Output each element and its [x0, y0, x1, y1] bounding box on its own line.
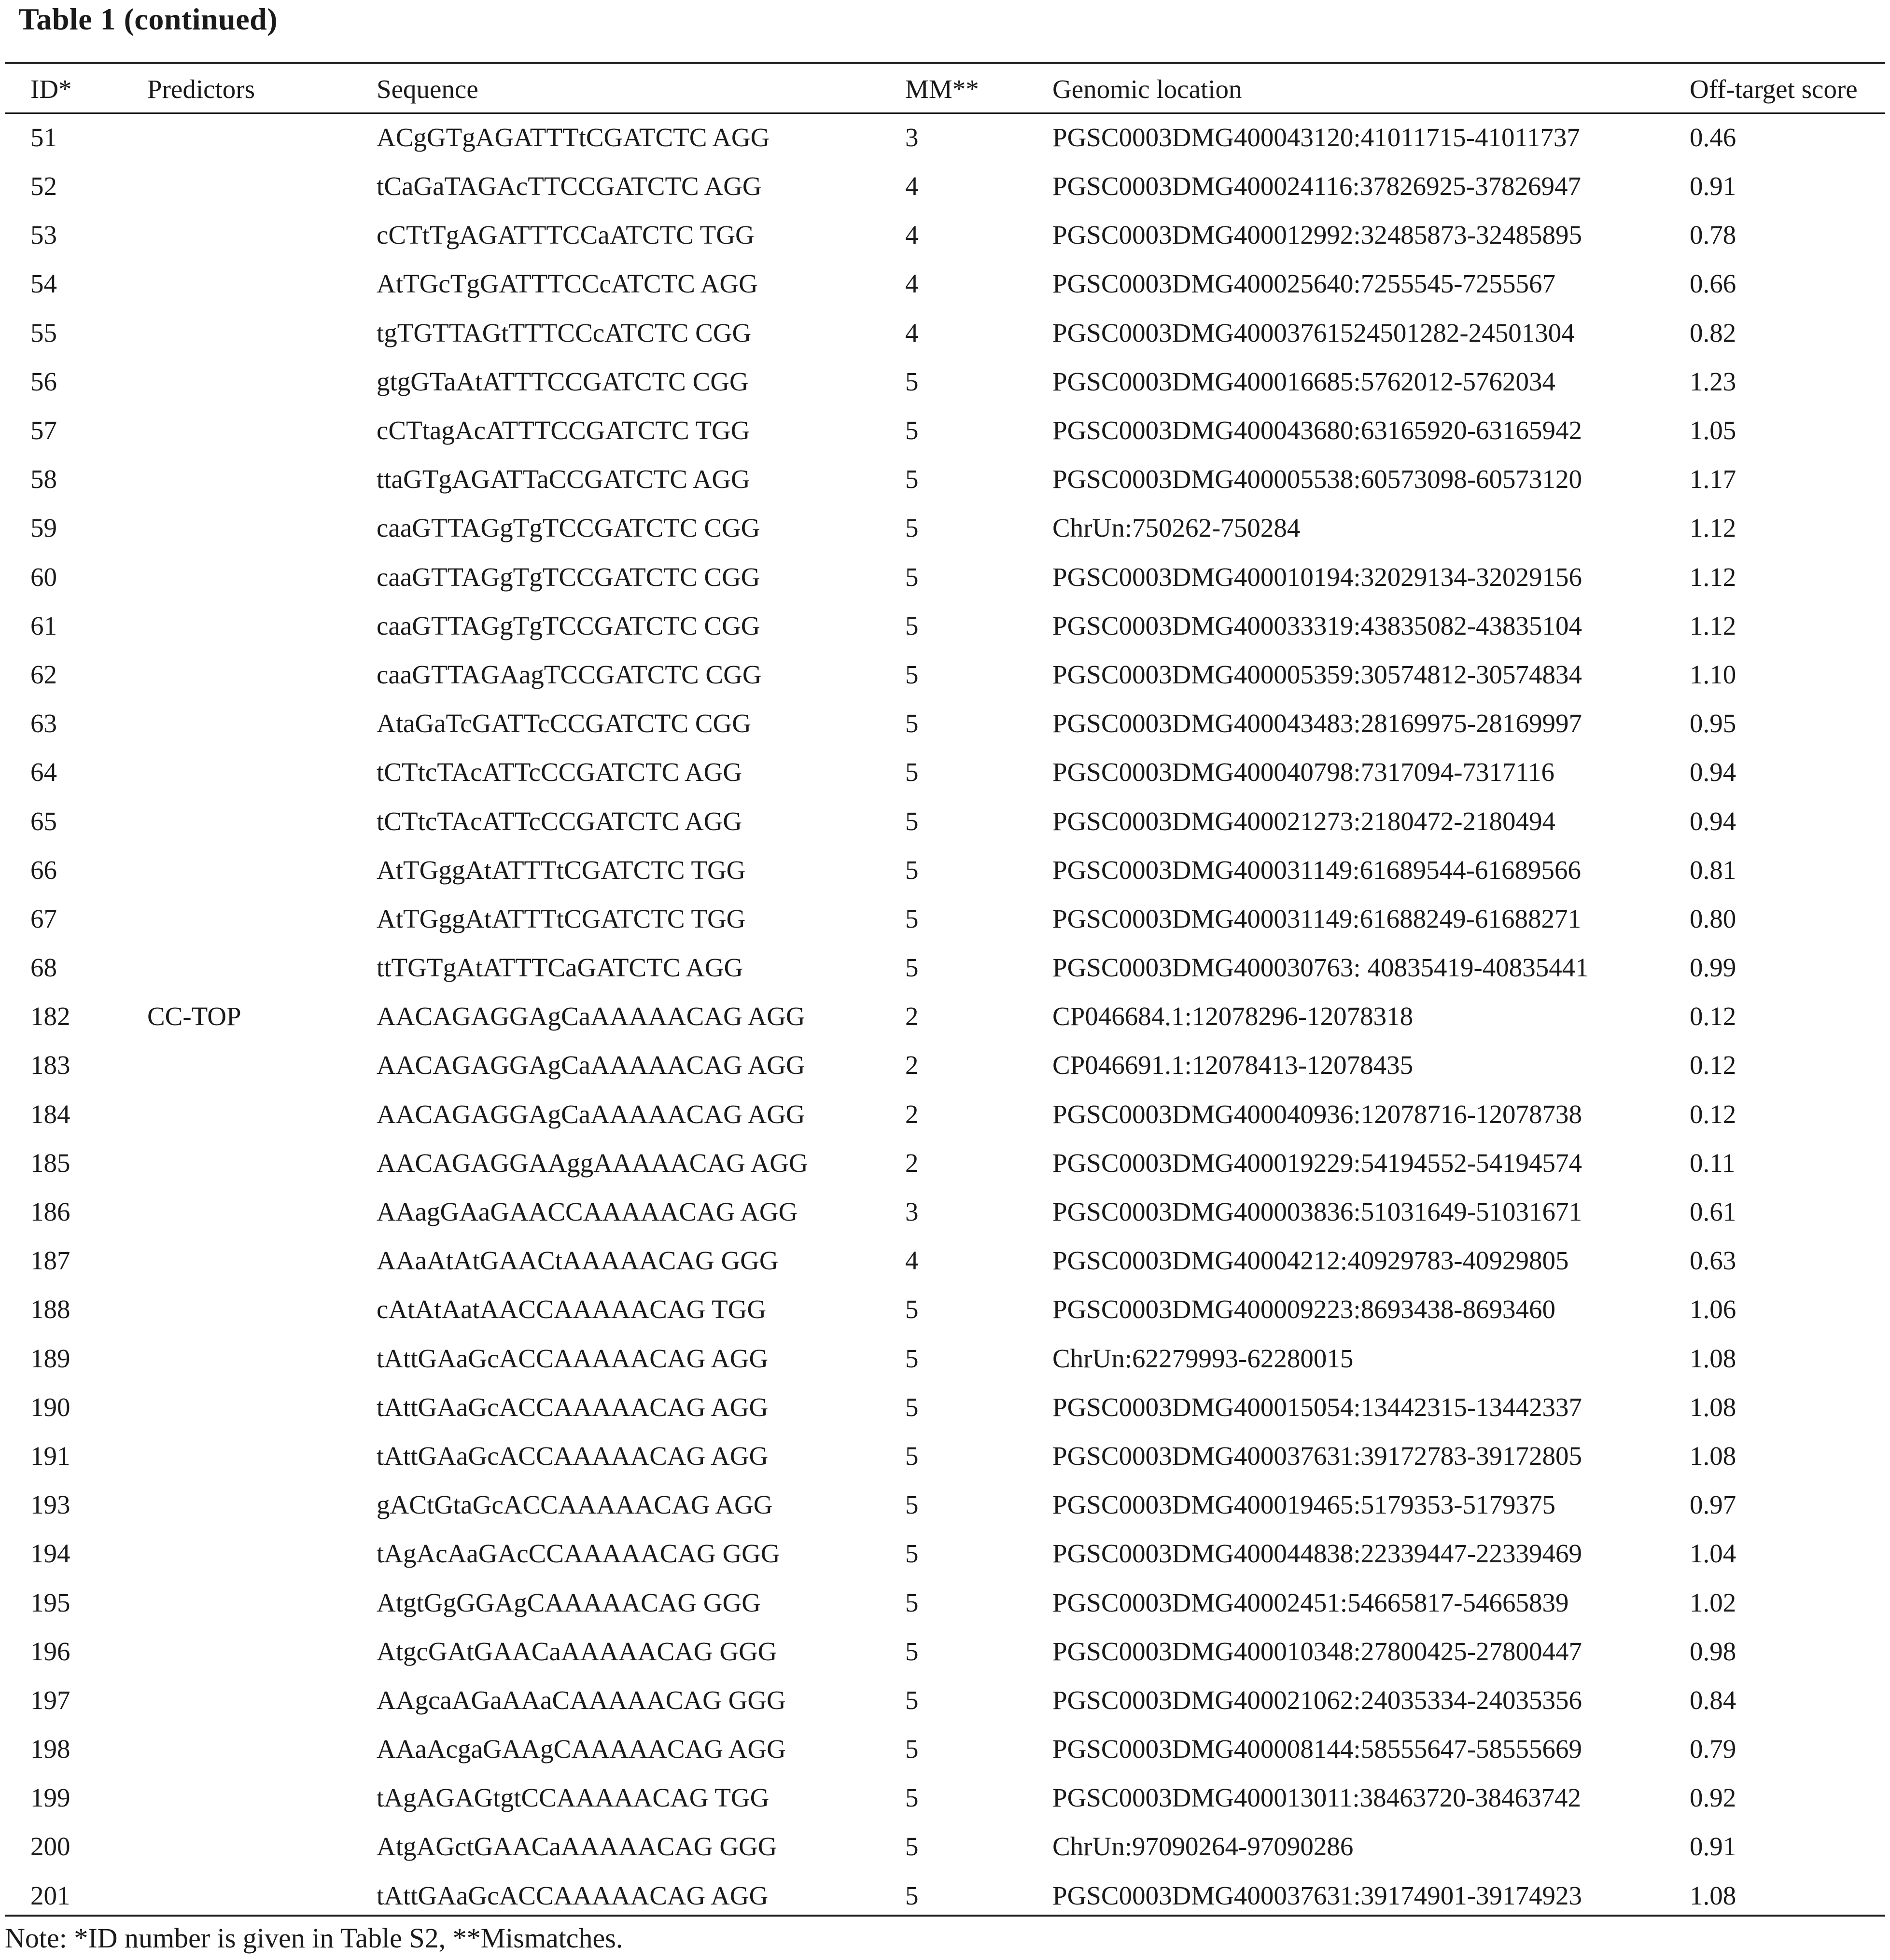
cell-sequence: caaGTTAGgTgTCCGATCTC CGG	[377, 513, 760, 543]
cell-genomic-location: PGSC0003DMG400043680:63165920-63165942	[1052, 416, 1582, 445]
cell-sequence: AtTGggAtATTTtCGATCTC TGG	[377, 904, 746, 933]
cell-sequence: cCTtTgAGATTTCCaATCTC TGG	[377, 220, 755, 250]
cell-id: 53	[30, 220, 57, 250]
cell-genomic-location: CP046691.1:12078413-12078435	[1052, 1050, 1414, 1080]
cell-off-target-score: 0.81	[1690, 855, 1736, 885]
cell-mismatches: 5	[905, 757, 919, 787]
cell-mismatches: 5	[905, 1294, 919, 1324]
cell-sequence: AtaGaTcGATTcCCGATCTC CGG	[377, 709, 751, 738]
cell-off-target-score: 0.91	[1690, 1832, 1736, 1862]
cell-predictor	[147, 650, 377, 699]
cell-id: 68	[30, 953, 57, 983]
cell-id: 51	[30, 123, 57, 152]
cell-mismatches: 5	[905, 855, 919, 885]
column-header-off-target-score: Off-target score	[1690, 74, 1858, 104]
table-row	[5, 1285, 1885, 1334]
table-row	[5, 1529, 1885, 1578]
cell-genomic-location: PGSC0003DMG400031149:61689544-61689566	[1052, 855, 1581, 885]
table-row	[5, 1432, 1885, 1480]
cell-off-target-score: 0.12	[1690, 1099, 1736, 1129]
cell-mismatches: 4	[905, 171, 919, 201]
cell-mismatches: 4	[905, 220, 919, 250]
cell-id: 62	[30, 659, 57, 689]
cell-sequence: AtgtGgGGAgCAAAAACAG GGG	[377, 1587, 761, 1617]
cell-predictor	[147, 455, 377, 503]
cell-predictor	[147, 1334, 377, 1383]
table-row	[5, 1773, 1885, 1822]
cell-predictor	[147, 1773, 377, 1822]
cell-genomic-location: PGSC0003DMG40002451:54665817-54665839	[1052, 1587, 1569, 1617]
cell-predictor	[147, 406, 377, 455]
cell-predictor	[147, 943, 377, 992]
table-row	[5, 1187, 1885, 1236]
table-row	[5, 1334, 1885, 1383]
table-header-row	[5, 65, 1885, 113]
column-header-genomic-location: Genomic location	[1052, 74, 1242, 104]
cell-id: 52	[30, 171, 57, 201]
cell-genomic-location: PGSC0003DMG400033319:43835082-43835104	[1052, 611, 1582, 640]
cell-mismatches: 3	[905, 1197, 919, 1227]
cell-predictor	[147, 162, 377, 210]
cell-id: 188	[30, 1294, 70, 1324]
cell-sequence: caaGTTAGgTgTCCGATCTC CGG	[377, 562, 760, 592]
cell-genomic-location: PGSC0003DMG400009223:8693438-8693460	[1052, 1294, 1556, 1324]
table-row	[5, 748, 1885, 796]
table-row	[5, 553, 1885, 601]
cell-off-target-score: 0.11	[1690, 1148, 1736, 1178]
table-row	[5, 894, 1885, 943]
cell-genomic-location: PGSC0003DMG400012992:32485873-32485895	[1052, 220, 1582, 250]
cell-mismatches: 5	[905, 1441, 919, 1471]
cell-sequence: AAagGAaGAACCAAAAACAG AGG	[377, 1197, 798, 1227]
cell-id: 185	[30, 1148, 70, 1178]
cell-id: 56	[30, 366, 57, 396]
cell-sequence: tCTtcTAcATTcCCGATCTC AGG	[377, 806, 742, 836]
cell-predictor	[147, 1285, 377, 1334]
table-row	[5, 406, 1885, 455]
table-row	[5, 503, 1885, 552]
cell-off-target-score: 1.12	[1690, 611, 1736, 640]
cell-genomic-location: PGSC0003DMG400037631:39172783-39172805	[1052, 1441, 1582, 1471]
cell-sequence: tCaGaTAGAcTTCCGATCTC AGG	[377, 171, 762, 201]
table-row	[5, 1139, 1885, 1187]
cell-id: 199	[30, 1783, 70, 1813]
table-top-rule	[5, 62, 1885, 64]
cell-genomic-location: PGSC0003DMG400005359:30574812-30574834	[1052, 659, 1582, 689]
cell-sequence: ACgGTgAGATTTtCGATCTC AGG	[377, 123, 770, 152]
table-row	[5, 113, 1885, 162]
cell-off-target-score: 0.82	[1690, 318, 1736, 348]
cell-off-target-score: 1.08	[1690, 1880, 1736, 1910]
cell-sequence: tAttGAaGcACCAAAAACAG AGG	[377, 1392, 769, 1422]
cell-mismatches: 5	[905, 1587, 919, 1617]
cell-off-target-score: 0.94	[1690, 806, 1736, 836]
cell-mismatches: 5	[905, 513, 919, 543]
cell-id: 61	[30, 611, 57, 640]
cell-predictor	[147, 846, 377, 894]
table-row	[5, 357, 1885, 406]
cell-genomic-location: PGSC0003DMG400043483:28169975-28169997	[1052, 709, 1582, 738]
cell-sequence: AAaAtAtGAACtAAAAACAG GGG	[377, 1246, 779, 1276]
cell-off-target-score: 1.04	[1690, 1539, 1736, 1569]
cell-sequence: AACAGAGGAgCaAAAAACAG AGG	[377, 1001, 805, 1031]
cell-sequence: tgTGTTAGtTTTCCcATCTC CGG	[377, 318, 752, 348]
cell-mismatches: 5	[905, 611, 919, 640]
cell-off-target-score: 0.78	[1690, 220, 1736, 250]
cell-mismatches: 4	[905, 318, 919, 348]
table-row	[5, 1627, 1885, 1676]
cell-mismatches: 5	[905, 659, 919, 689]
cell-off-target-score: 0.97	[1690, 1490, 1736, 1520]
table-row	[5, 1578, 1885, 1626]
cell-genomic-location: PGSC0003DMG400019229:54194552-54194574	[1052, 1148, 1582, 1178]
cell-id: 184	[30, 1099, 70, 1129]
cell-id: 58	[30, 464, 57, 494]
cell-genomic-location: PGSC0003DMG400024116:37826925-37826947	[1052, 171, 1581, 201]
table-row	[5, 846, 1885, 894]
cell-genomic-location: PGSC0003DMG400031149:61688249-61688271	[1052, 904, 1581, 933]
cell-sequence: tAgAGAGtgtCCAAAAACAG TGG	[377, 1783, 770, 1813]
cell-mismatches: 5	[905, 904, 919, 933]
cell-genomic-location: PGSC0003DMG400008144:58555647-58555669	[1052, 1734, 1582, 1764]
table-row	[5, 1090, 1885, 1139]
cell-predictor	[147, 113, 377, 162]
cell-id: 57	[30, 416, 57, 445]
cell-mismatches: 2	[905, 1099, 919, 1129]
cell-off-target-score: 0.99	[1690, 953, 1736, 983]
cell-off-target-score: 1.08	[1690, 1441, 1736, 1471]
cell-predictor	[147, 1432, 377, 1480]
cell-id: 67	[30, 904, 57, 933]
cell-id: 54	[30, 269, 57, 299]
cell-id: 65	[30, 806, 57, 836]
cell-id: 64	[30, 757, 57, 787]
cell-mismatches: 2	[905, 1001, 919, 1031]
cell-genomic-location: PGSC0003DMG400044838:22339447-22339469	[1052, 1539, 1582, 1569]
cell-mismatches: 5	[905, 1539, 919, 1569]
cell-genomic-location: PGSC0003DMG400016685:5762012-5762034	[1052, 366, 1556, 396]
cell-predictor	[147, 699, 377, 748]
cell-id: 193	[30, 1490, 70, 1520]
cell-off-target-score: 0.12	[1690, 1050, 1736, 1080]
cell-id: 55	[30, 318, 57, 348]
cell-id: 66	[30, 855, 57, 885]
table-row	[5, 1480, 1885, 1529]
cell-off-target-score: 0.61	[1690, 1197, 1736, 1227]
cell-off-target-score: 1.02	[1690, 1587, 1736, 1617]
cell-mismatches: 5	[905, 416, 919, 445]
cell-off-target-score: 0.95	[1690, 709, 1736, 738]
cell-genomic-location: PGSC0003DMG400019465:5179353-5179375	[1052, 1490, 1556, 1520]
table-footnote: Note: *ID number is given in Table S2, **Mismatches.	[5, 1922, 623, 1954]
cell-predictor	[147, 308, 377, 357]
cell-mismatches: 5	[905, 806, 919, 836]
cell-genomic-location: ChrUn:750262-750284	[1052, 513, 1301, 543]
cell-id: 200	[30, 1832, 70, 1862]
cell-genomic-location: PGSC0003DMG400005538:60573098-60573120	[1052, 464, 1582, 494]
cell-predictor	[147, 1676, 377, 1724]
cell-predictor	[147, 1383, 377, 1432]
cell-genomic-location: ChrUn:97090264-97090286	[1052, 1832, 1354, 1862]
table-row	[5, 650, 1885, 699]
table-row	[5, 1041, 1885, 1089]
cell-off-target-score: 0.79	[1690, 1734, 1736, 1764]
cell-id: 60	[30, 562, 57, 592]
cell-id: 183	[30, 1050, 70, 1080]
cell-predictor: CC-TOP	[147, 1001, 241, 1031]
column-header-predictors: Predictors	[147, 74, 255, 104]
cell-off-target-score: 1.06	[1690, 1294, 1736, 1324]
cell-mismatches: 4	[905, 269, 919, 299]
table-row	[5, 992, 1885, 1041]
cell-id: 197	[30, 1685, 70, 1715]
cell-mismatches: 5	[905, 1783, 919, 1813]
cell-sequence: AACAGAGGAgCaAAAAACAG AGG	[377, 1099, 805, 1129]
cell-genomic-location: PGSC0003DMG400030763: 40835419-40835441	[1052, 953, 1589, 983]
cell-off-target-score: 1.08	[1690, 1392, 1736, 1422]
cell-predictor	[147, 1187, 377, 1236]
cell-id: 59	[30, 513, 57, 543]
off-target-table	[5, 65, 1885, 1920]
cell-mismatches: 3	[905, 123, 919, 152]
cell-predictor	[147, 1090, 377, 1139]
cell-off-target-score: 0.91	[1690, 171, 1736, 201]
table-body	[5, 113, 1885, 1920]
cell-genomic-location: PGSC0003DMG40004212:40929783-40929805	[1052, 1246, 1569, 1276]
table-row	[5, 1236, 1885, 1285]
column-header-mismatches: MM**	[905, 74, 979, 104]
cell-sequence: AtTGggAtATTTtCGATCTC TGG	[377, 855, 746, 885]
cell-genomic-location: PGSC0003DMG400040798:7317094-7317116	[1052, 757, 1554, 787]
cell-sequence: ttTGTgAtATTTCaGATCTC AGG	[377, 953, 743, 983]
cell-sequence: cCTtagAcATTTCCGATCTC TGG	[377, 416, 750, 445]
cell-id: 196	[30, 1636, 70, 1666]
cell-sequence: AAgcaAGaAAaCAAAAACAG GGG	[377, 1685, 786, 1715]
cell-predictor	[147, 1236, 377, 1285]
table-row	[5, 259, 1885, 308]
cell-predictor	[147, 357, 377, 406]
cell-predictor	[147, 1627, 377, 1676]
cell-sequence: tCTtcTAcATTcCCGATCTC AGG	[377, 757, 742, 787]
cell-sequence: AACAGAGGAAggAAAAACAG AGG	[377, 1148, 808, 1178]
table-row	[5, 455, 1885, 503]
cell-sequence: gtgGTaAtATTTCCGATCTC CGG	[377, 366, 749, 396]
cell-predictor	[147, 210, 377, 259]
cell-id: 194	[30, 1539, 70, 1569]
cell-mismatches: 5	[905, 1636, 919, 1666]
cell-mismatches: 5	[905, 464, 919, 494]
cell-predictor	[147, 503, 377, 552]
column-header-sequence: Sequence	[377, 74, 478, 104]
cell-mismatches: 5	[905, 1832, 919, 1862]
cell-sequence: AAaAcgaGAAgCAAAAACAG AGG	[377, 1734, 786, 1764]
cell-off-target-score: 0.80	[1690, 904, 1736, 933]
cell-off-target-score: 0.94	[1690, 757, 1736, 787]
cell-id: 198	[30, 1734, 70, 1764]
cell-mismatches: 2	[905, 1050, 919, 1080]
cell-off-target-score: 0.66	[1690, 269, 1736, 299]
cell-predictor	[147, 1871, 377, 1920]
cell-genomic-location: ChrUn:62279993-62280015	[1052, 1343, 1354, 1373]
cell-mismatches: 5	[905, 1880, 919, 1910]
cell-mismatches: 5	[905, 562, 919, 592]
cell-mismatches: 5	[905, 1734, 919, 1764]
table-title: Table 1 (continued)	[18, 2, 278, 36]
cell-sequence: tAttGAaGcACCAAAAACAG AGG	[377, 1441, 769, 1471]
cell-genomic-location: PGSC0003DMG400025640:7255545-7255567	[1052, 269, 1556, 299]
cell-sequence: caaGTTAGAagTCCGATCTC CGG	[377, 659, 762, 689]
cell-predictor	[147, 1578, 377, 1626]
cell-mismatches: 5	[905, 1392, 919, 1422]
cell-id: 201	[30, 1880, 70, 1910]
table-row	[5, 1871, 1885, 1920]
cell-predictor	[147, 259, 377, 308]
cell-sequence: AACAGAGGAgCaAAAAACAG AGG	[377, 1050, 805, 1080]
cell-predictor	[147, 601, 377, 650]
cell-mismatches: 4	[905, 1246, 919, 1276]
cell-mismatches: 2	[905, 1148, 919, 1178]
cell-predictor	[147, 1480, 377, 1529]
cell-off-target-score: 1.05	[1690, 416, 1736, 445]
cell-off-target-score: 0.98	[1690, 1636, 1736, 1666]
cell-off-target-score: 1.12	[1690, 513, 1736, 543]
table-row	[5, 601, 1885, 650]
cell-mismatches: 5	[905, 1343, 919, 1373]
cell-genomic-location: PGSC0003DMG400021273:2180472-2180494	[1052, 806, 1556, 836]
cell-off-target-score: 1.12	[1690, 562, 1736, 592]
cell-mismatches: 5	[905, 709, 919, 738]
table-row	[5, 699, 1885, 748]
cell-id: 189	[30, 1343, 70, 1373]
cell-id: 187	[30, 1246, 70, 1276]
cell-genomic-location: PGSC0003DMG40003761524501282-24501304	[1052, 318, 1575, 348]
table-row	[5, 1383, 1885, 1432]
cell-genomic-location: PGSC0003DMG400003836:51031649-51031671	[1052, 1197, 1582, 1227]
cell-predictor	[147, 748, 377, 796]
cell-id: 186	[30, 1197, 70, 1227]
cell-genomic-location: PGSC0003DMG400021062:24035334-24035356	[1052, 1685, 1582, 1715]
cell-off-target-score: 1.08	[1690, 1343, 1736, 1373]
cell-off-target-score: 1.17	[1690, 464, 1736, 494]
cell-predictor	[147, 796, 377, 845]
cell-mismatches: 5	[905, 953, 919, 983]
cell-genomic-location: PGSC0003DMG400010194:32029134-32029156	[1052, 562, 1582, 592]
cell-id: 195	[30, 1587, 70, 1617]
cell-id: 191	[30, 1441, 70, 1471]
cell-genomic-location: PGSC0003DMG400015054:13442315-13442337	[1052, 1392, 1582, 1422]
cell-off-target-score: 0.46	[1690, 123, 1736, 152]
cell-sequence: gACtGtaGcACCAAAAACAG AGG	[377, 1490, 773, 1520]
cell-predictor	[147, 1139, 377, 1187]
cell-predictor	[147, 1822, 377, 1871]
table-row	[5, 210, 1885, 259]
cell-sequence: tAgAcAaGAcCCAAAAACAG GGG	[377, 1539, 780, 1569]
cell-predictor	[147, 553, 377, 601]
cell-genomic-location: PGSC0003DMG400013011:38463720-38463742	[1052, 1783, 1581, 1813]
table-row	[5, 308, 1885, 357]
cell-off-target-score: 1.23	[1690, 366, 1736, 396]
cell-sequence: cAtAtAatAACCAAAAACAG TGG	[377, 1294, 767, 1324]
cell-sequence: caaGTTAGgTgTCCGATCTC CGG	[377, 611, 760, 640]
cell-mismatches: 5	[905, 1490, 919, 1520]
cell-genomic-location: PGSC0003DMG400040936:12078716-12078738	[1052, 1099, 1582, 1129]
cell-sequence: AtTGcTgGATTTCCcATCTC AGG	[377, 269, 758, 299]
table-row	[5, 1822, 1885, 1871]
table-row	[5, 162, 1885, 210]
cell-id: 182	[30, 1001, 70, 1031]
cell-sequence: tAttGAaGcACCAAAAACAG AGG	[377, 1343, 769, 1373]
cell-off-target-score: 1.10	[1690, 659, 1736, 689]
cell-off-target-score: 0.63	[1690, 1246, 1736, 1276]
cell-predictor	[147, 1041, 377, 1089]
table-row	[5, 1724, 1885, 1773]
cell-predictor	[147, 894, 377, 943]
cell-id: 63	[30, 709, 57, 738]
cell-sequence: AtgcGAtGAACaAAAAACAG GGG	[377, 1636, 777, 1666]
cell-off-target-score: 0.12	[1690, 1001, 1736, 1031]
column-header-id: ID*	[30, 74, 72, 104]
cell-sequence: tAttGAaGcACCAAAAACAG AGG	[377, 1880, 769, 1910]
table-row	[5, 796, 1885, 845]
cell-id: 190	[30, 1392, 70, 1422]
cell-sequence: ttaGTgAGATTaCCGATCTC AGG	[377, 464, 750, 494]
cell-genomic-location: PGSC0003DMG400010348:27800425-27800447	[1052, 1636, 1582, 1666]
cell-mismatches: 5	[905, 1685, 919, 1715]
cell-off-target-score: 0.84	[1690, 1685, 1736, 1715]
cell-mismatches: 5	[905, 366, 919, 396]
table-row	[5, 1676, 1885, 1724]
table-row	[5, 943, 1885, 992]
cell-genomic-location: PGSC0003DMG400037631:39174901-39174923	[1052, 1880, 1582, 1910]
cell-sequence: AtgAGctGAACaAAAAACAG GGG	[377, 1832, 777, 1862]
cell-predictor	[147, 1529, 377, 1578]
cell-genomic-location: CP046684.1:12078296-12078318	[1052, 1001, 1414, 1031]
cell-predictor	[147, 1724, 377, 1773]
cell-off-target-score: 0.92	[1690, 1783, 1736, 1813]
cell-genomic-location: PGSC0003DMG400043120:41011715-41011737	[1052, 123, 1580, 152]
table-bottom-rule	[5, 1915, 1885, 1917]
